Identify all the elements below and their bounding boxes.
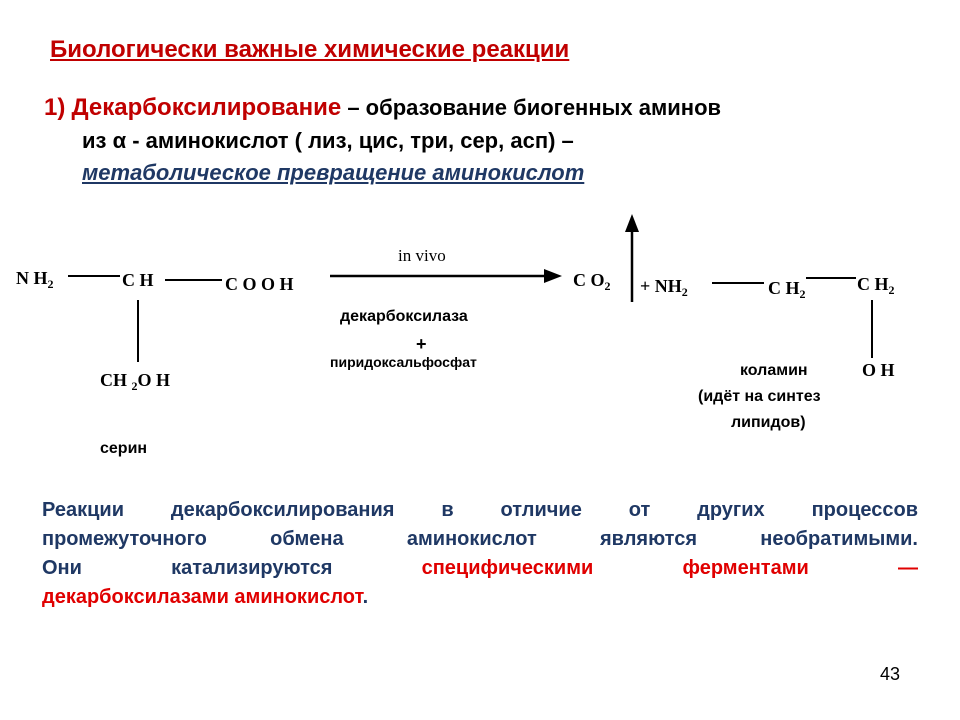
product-ch2-a: C $H_2$ [768, 278, 806, 301]
intro-line-1-rest: – образование биогенных аминов [341, 95, 722, 120]
explanation-paragraph [42, 496, 918, 612]
term-decarboxylation: Декарбоксилирование [71, 94, 342, 121]
serine-ch2oh: CH $_2$O H [100, 370, 171, 393]
cofactor-label: пиридоксальфосфат [330, 354, 477, 370]
plus-sign: + [416, 334, 427, 354]
paragraph-line-2: промежуточного обмена аминокислот являются необратимыми. [42, 528, 918, 550]
product-oh: O H [862, 360, 895, 380]
product-co2: C $O_2$ [573, 270, 611, 293]
serine-cooh: C O O H [225, 274, 294, 294]
page-title: Биологически важные химические реакции [50, 36, 570, 63]
colamine-note-1: (идёт на синтез [698, 388, 821, 405]
page-number: 43 [880, 664, 901, 684]
product-nh2: + $NH_2$ [640, 276, 688, 299]
colamine-name: коламин [740, 362, 808, 379]
item-number: 1) [44, 94, 66, 121]
serine-ch: C H [122, 270, 154, 290]
gas-arrow-head [625, 214, 639, 232]
paragraph-line-3: Они катализируются специфическими ферментами — [42, 557, 918, 579]
condition-in-vivo: in vivo [398, 246, 446, 265]
paragraph-line-1: Реакции декарбоксилирования в отличие от других процессов [42, 499, 918, 521]
intro-line-3: метаболическое превращение аминокислот [82, 160, 585, 185]
reaction-arrow-head [544, 269, 562, 283]
enzyme-label: декарбоксилаза [340, 308, 468, 325]
serine-name: серин [100, 440, 148, 457]
product-ch2-b: C $H_2$ [857, 274, 895, 297]
colamine-note-2: липидов) [731, 414, 806, 431]
intro-line-2: из α - аминокислот ( лиз, цис, три, сер, асп) – [82, 128, 574, 153]
serine-nh2: N $H_2$ [16, 268, 54, 291]
paragraph-line-4: декарбоксилазами аминокислот. [42, 586, 369, 608]
